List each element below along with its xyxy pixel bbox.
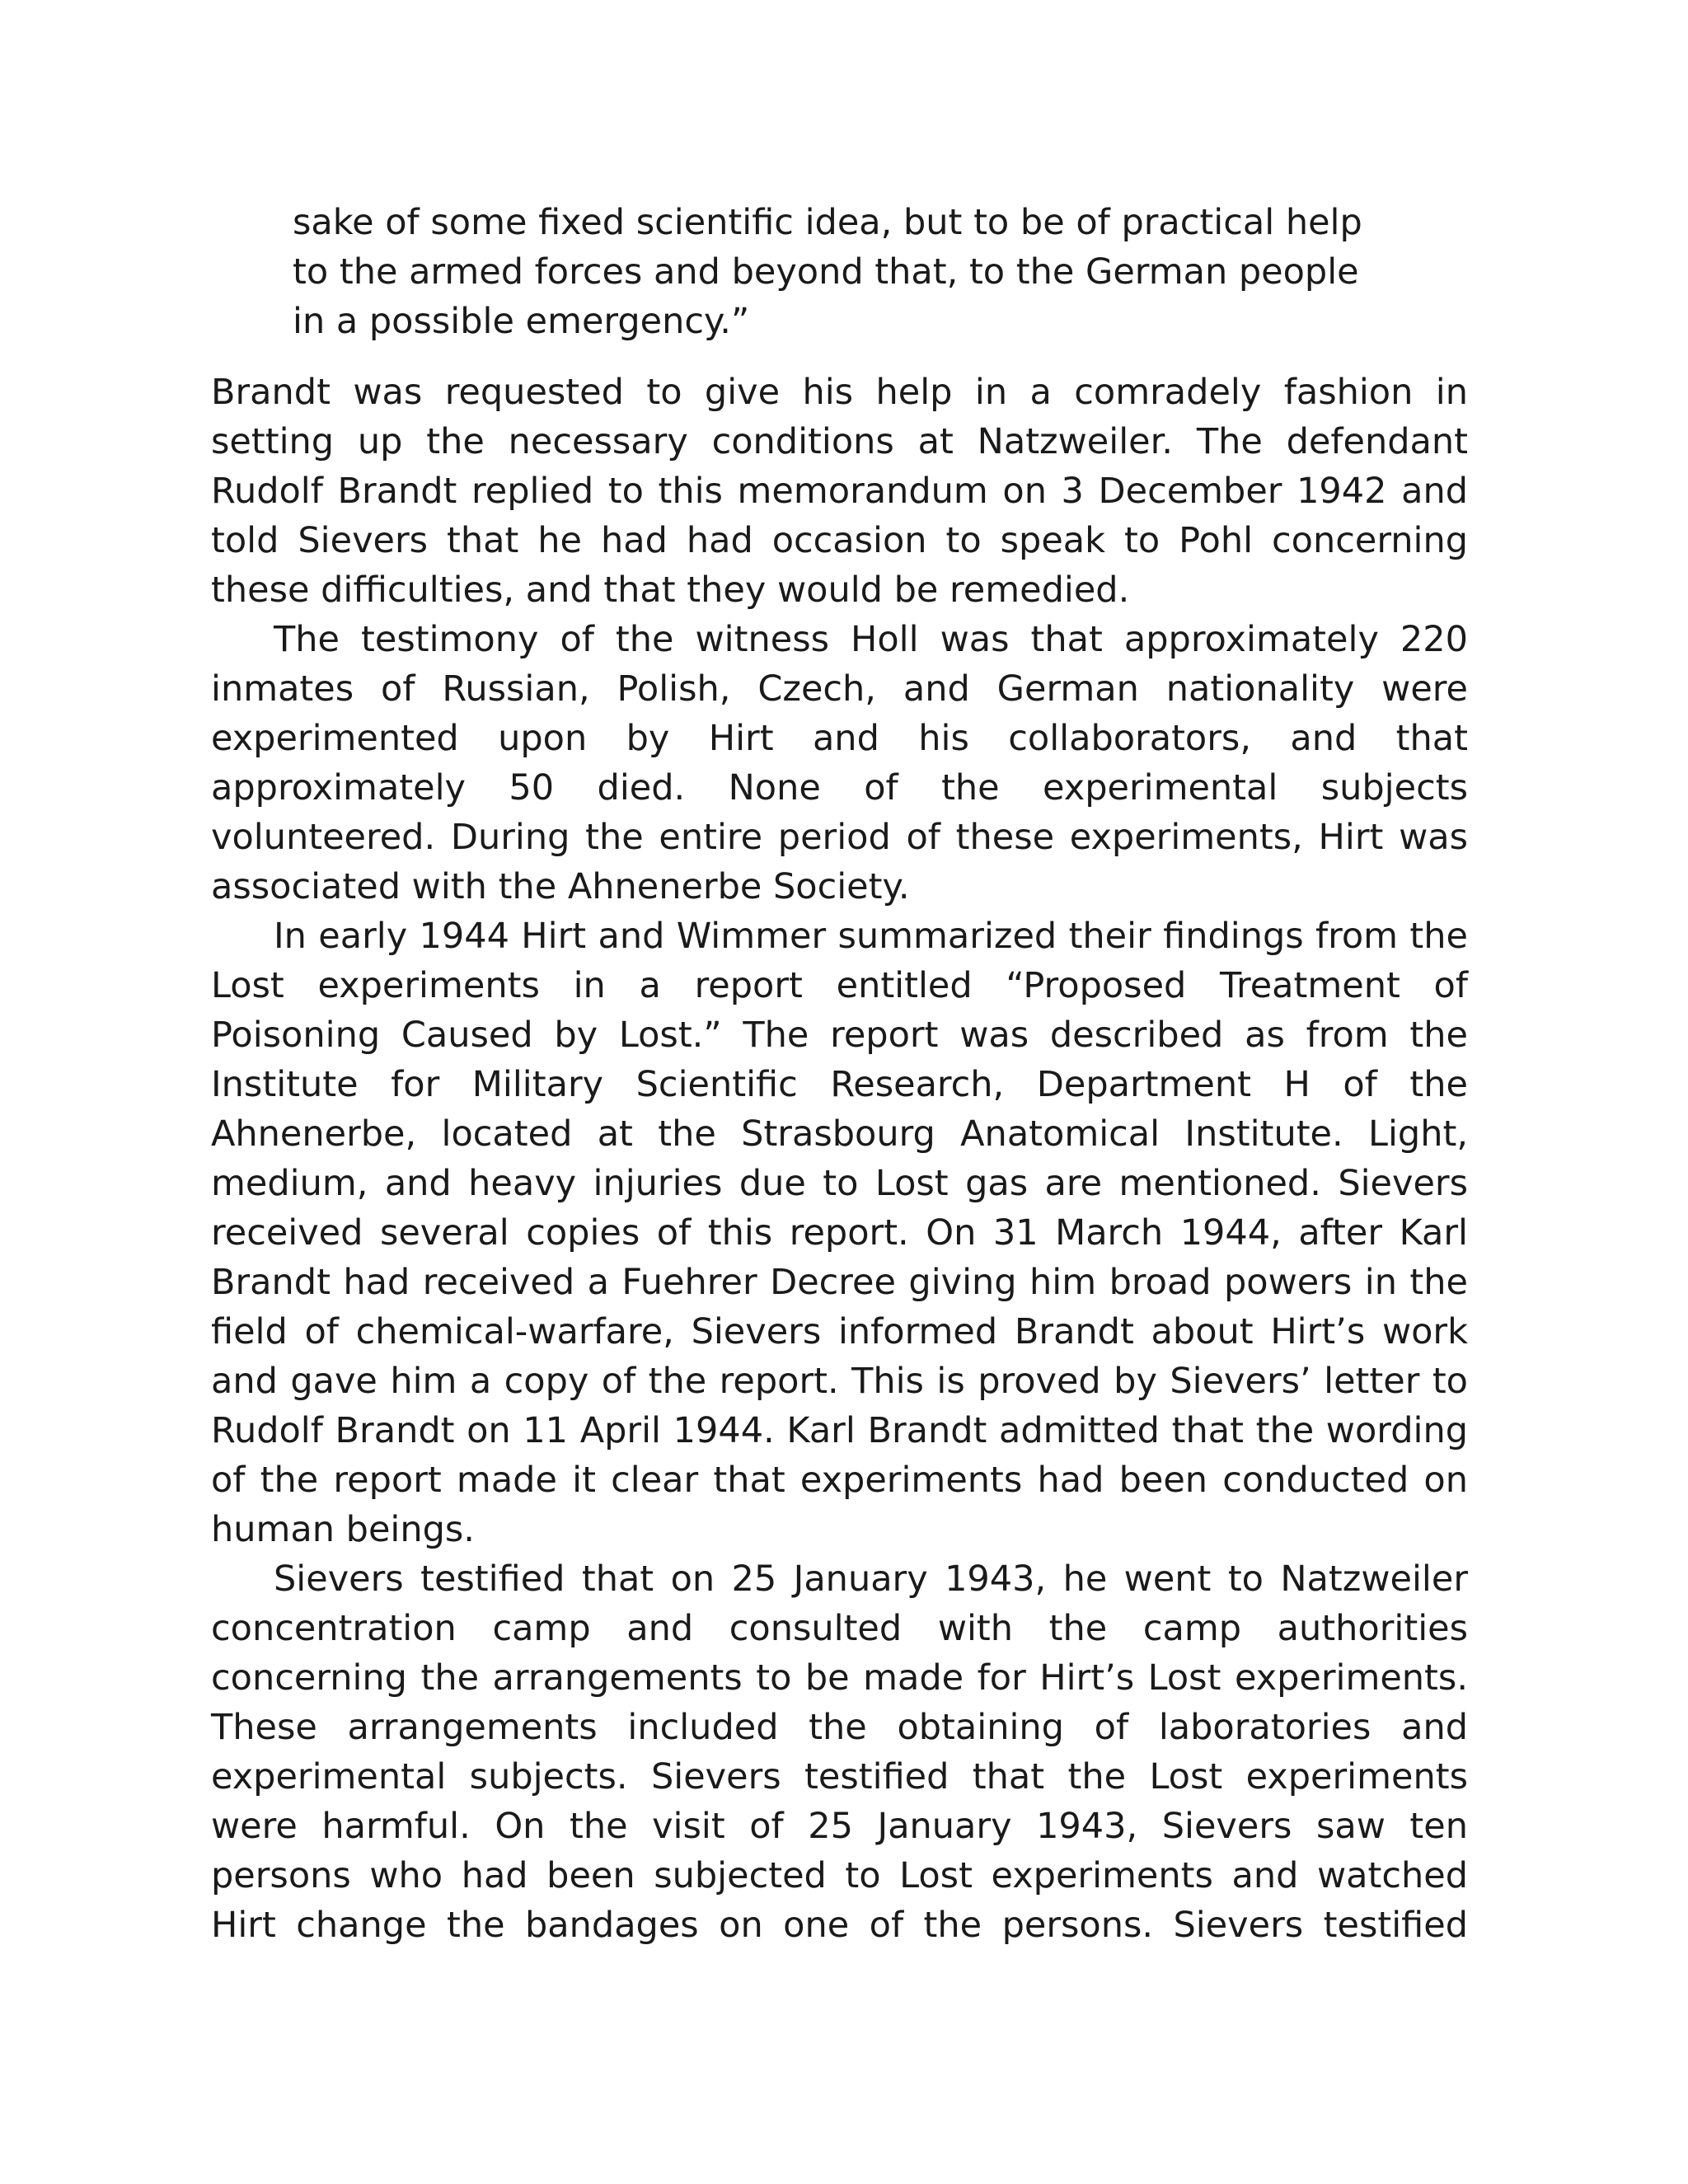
quote-line: in a possible emergency.” [293, 301, 750, 342]
paragraph-brandt-request: Brandt was requested to give his help in a comradely fashion in setting up the necessary conditions at Natzweiler. The defendant Rudolf Brandt replied to this memorandum on 3 December 1942 and told Sievers that he had had occasion to speak to Pohl concerning these difficulties, and that they would be remedied. [211, 372, 1468, 611]
paragraph-lost-report: In early 1944 Hirt and Wimmer summarized their findings from the Lost experiments in a report entitled “Proposed Treatment of Poisoning Caused by Lost.” The report was described as from the Institute for Military Scientific Research, Department H of the Ahnenerbe, located at the Strasbourg Anatomical Institute. Light, medium, and heavy injuries due to Lost gas are mentioned. Sievers received several copies of this report. On 31 March 1944, after Karl Brandt had received a Fuehrer Decree giving him broad powers in the field of chemical-warfare, Sievers informed Brandt about Hirt’s work and gave him a copy of the report. This is proved by Sievers’ letter to Rudolf Brandt on 11 April 1944. Karl Brandt admitted that the wording of the report made it clear that experiments had been conducted on human beings. [211, 916, 1468, 1550]
quote-line: sake of some fixed scientific idea, but to be of practical help [293, 202, 1362, 243]
paragraph-sievers-visit: Sievers testified that on 25 January 1943, he went to Natzweiler concentration camp and consulted with the camp authorities concerning the arrangements to be made for Hirt’s Lost experiments. These arrangements included the obtaining of laboratories and experimental subjects. Sievers testified that the Lost experiments were harmful. On the visit of 25 January 1943, Sievers saw ten persons who had been subjected to Lost experiments and watched Hirt change the bandages on one of the persons. Sievers testified [211, 1558, 1468, 1946]
document-page [211, 198, 1468, 1950]
quote-line: to the armed forces and beyond that, to the German people [293, 251, 1359, 293]
block-quote [293, 198, 1397, 346]
paragraph-holl-testimony: The testimony of the witness Holl was that approximately 220 inmates of Russian, Polish, Czech, and German nationality were experimented upon by Hirt and his collaborators, and that approximately 50 died. None of the experimental subjects volunteered. During the entire period of these experiments, Hirt was associated with the Ahnenerbe Society. [211, 619, 1468, 907]
